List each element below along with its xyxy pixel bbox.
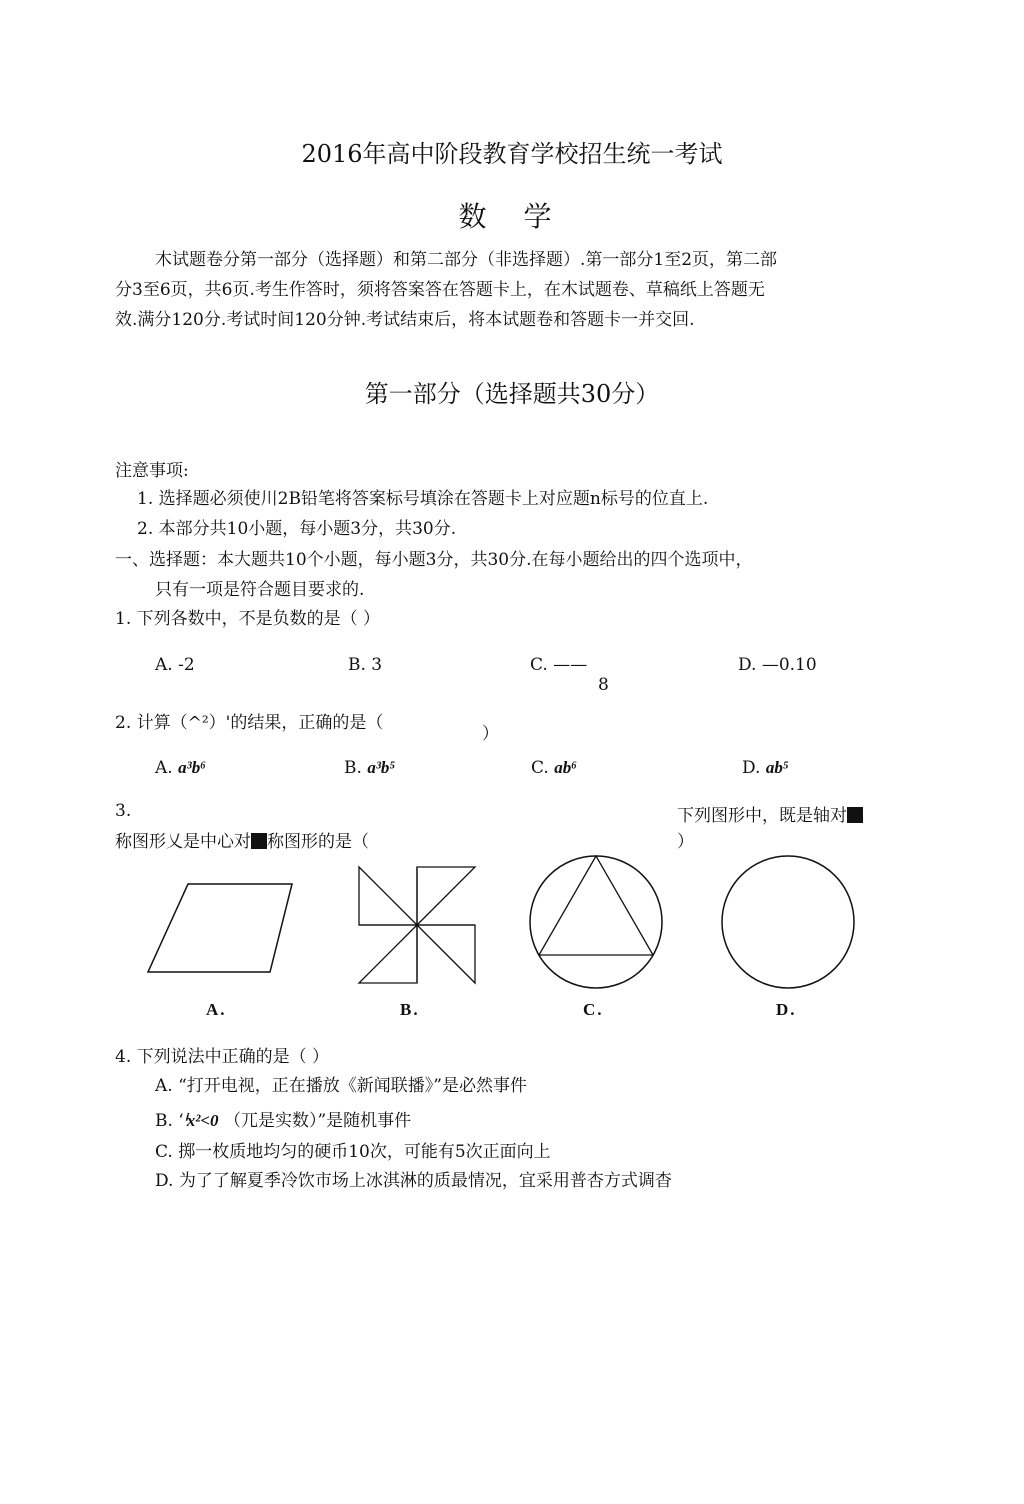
parallelogram-shape [148,884,292,972]
circle-shape [722,856,854,988]
q1-option-a: A. -2 [155,655,195,675]
q2-option-d [742,758,789,778]
pinwheel-blade-top [417,867,475,925]
figure-b-label: B. [400,1000,420,1019]
q3-stem-right-text: 下列图形中，既是轴对 [677,806,847,826]
redaction-block [847,807,863,823]
q4-stem: 4. 下列说法中正确的是（ ） [115,1047,330,1067]
pinwheel-blade-bottom [359,925,417,983]
q1-option-b: B. 3 [348,655,383,675]
q4-option-c: C. 掷一枚质地均匀的硬币10次，可能有5次正面向上 [155,1142,551,1162]
figure-c-label: C. [583,1000,604,1019]
q2-stem-close: ） [482,724,499,744]
q2-option-b-expr: a³b⁵ [367,758,396,777]
q2-option-b [344,758,395,778]
section-instruction-2: 只有一项是符合题目要求的. [155,580,365,600]
note-1: 1. 选择题必须使川2B铅笔将答案标号填涂在答题卡上对应题n标号的位直上. [137,489,709,509]
triangle-shape [539,856,653,955]
q3-stem-right [677,801,863,826]
q3-stem-line2 [115,827,369,852]
figure-d-label: D. [776,1000,797,1019]
intro-line-2: 分3至6页，共6页.考生作答时，须将答案答在答题卡上，在木试题卷、草稿纸上答题无 [115,280,765,300]
notes-heading: 注意事项: [115,461,189,481]
q3-stem-line2-b: 称图形的是（ [267,832,369,852]
q2-option-d-expr: ab⁵ [765,758,789,777]
q4-option-b [155,1106,411,1131]
pinwheel-blade-left [359,867,417,925]
q2-option-c [531,758,577,778]
q1-option-c-denominator: 8 [598,675,609,695]
section-instruction-1: 一、选择题：本大题共10个小题，每小题3分，共30分.在每小题给出的四个选项中， [115,550,753,570]
q3-stem-right-close: ） [677,832,694,852]
q2-option-b-label: B. [344,758,362,778]
q2-stem: 2. 计算（^²）'的结果，正确的是（ [115,713,384,733]
q4-option-b-expr: ⁱx²<0 [183,1111,219,1130]
q2-option-c-expr: ab⁶ [554,758,578,777]
exam-title: 2016年高中阶段教育学校招生统一考试 [301,140,723,168]
q2-option-a [155,758,206,778]
intro-line-3: 效.满分120分.考试时间120分钟.考试结束后，将本试题卷和答题卡一并交回. [115,310,695,330]
intro-line-1: 木试题卷分第一部分（选择题）和第二部分（非选择题）.第一部分1至2页，第二部 [155,250,778,270]
q3-number: 3. [115,801,132,821]
q4-option-a: A. “打开电视，正在播放《新闻联播》”是必然事件 [155,1076,527,1096]
q2-option-d-label: D. [742,758,761,778]
q4-option-b-label: B. ‘ [155,1111,184,1131]
circle-shape [530,856,662,988]
q4-option-b-rest: （兀是实数）”是随机事件 [218,1111,412,1131]
q1-option-c: C. —— [530,655,588,675]
redaction-block [251,833,267,849]
q2-option-a-label: A. [155,758,173,778]
pinwheel-blade-right [417,925,475,983]
figure-b-pinwheel [352,860,482,990]
q1-stem: 1. 下列各数中，不是负数的是（ ） [115,609,381,629]
figure-c-circle-triangle [526,852,666,992]
q1-option-d: D. —0.10 [738,655,817,675]
q3-stem-line2-a: 称图形乂是中心对 [115,832,251,852]
part-one-title: 第一部分（选择题共30分） [364,380,660,408]
q4-option-d: D. 为了了解夏季冷饮市场上冰淇淋的质最情况，宜采用普杏方式调杳 [155,1171,672,1191]
q2-option-a-expr: a³b⁶ [178,758,207,777]
q2-option-c-label: C. [531,758,549,778]
figure-a-label: A. [206,1000,227,1019]
figure-a-parallelogram [140,878,300,978]
subject-title: 数 学 [458,200,566,233]
figure-d-circle [718,852,858,992]
note-2: 2. 本部分共10小题，每小题3分，共30分. [137,519,457,539]
